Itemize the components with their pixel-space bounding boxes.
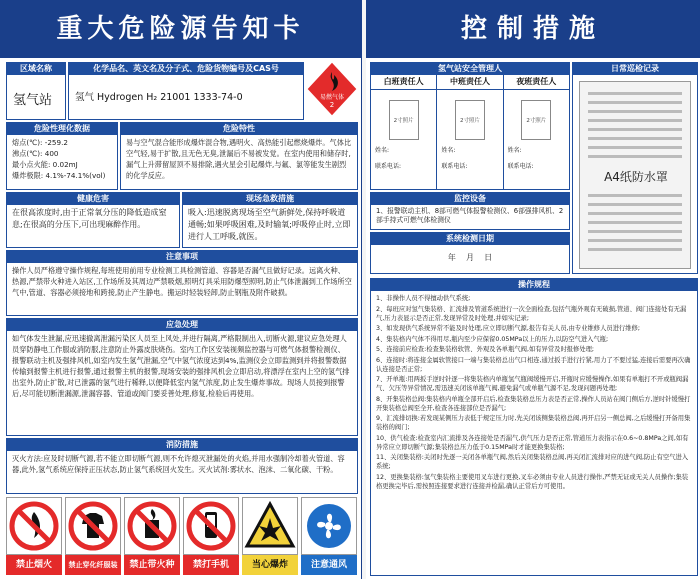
ops-item: 4、集装格内气体不得用尽,瓶内至少应保留0.05MPa以上的压力,以防空气进入气瓶; (376, 335, 609, 343)
shift-column (504, 75, 569, 189)
hazard-box (120, 122, 358, 190)
sign-no-igniter (124, 497, 180, 575)
ops-item: 1、非操作人员不得擅动供气系统; (376, 295, 471, 302)
area-label: 区域名称 (7, 63, 65, 75)
emergency-text: 如气体发生泄漏,应迅速撤离泄漏污染区人员至上风处,并进行隔离,严格限制出入,切断火源,建议应急处理人员穿防静电工作服或消防服,注意防止外露皮肤烧伤。室内工作区安装视频监控器与可燃气体报警检测仪、报警联动主机及强排风机,如室内发生氢气泄漏,空气中氢气浓度达到4%,监测仪会立即监测到并将报警数据传输到报警主机进行报警,通过报警主机的报警,现场安装的强排风机会立即启动,将漂浮在室内上空的氢气排出室外,防止扩散,对已泄露的氢气进行稀释,以便降低室内氢气浓度,防止发生爆炸事故。现场人员接到报警后,尽可能切断泄漏源,泄漏容器、管道或阀门要妥善处理,修复,检验后再使用。 (12, 334, 350, 398)
ops-list (371, 291, 697, 495)
emergency-title: 应急处理 (7, 319, 357, 331)
flame-icon (305, 58, 359, 120)
phys-line: 沸点(℃): 400 (12, 149, 59, 158)
control-measures-card (366, 0, 700, 579)
notice-box (6, 250, 358, 316)
phys-line: 爆炸极限: 4.1%-74.1%(vol) (12, 171, 106, 180)
ops-item: 7、开单瓶:用两扳手逆时针逐一将集装格内单瓶氢气瓶阀缓慢开启,开瓶时应缓慢操作,如果有单瓶打不开或瓶阀漏气、欠压等异常情况,需迅速关闭该单瓶气阀,避免漏气或单瓶气源不足,发现问题再处理; (376, 376, 689, 392)
phys-title: 危险性理化数据 (7, 123, 117, 135)
chem-info: 氢气 Hydrogen H₂ 21001 1333-74-0 (75, 92, 243, 103)
sign-ventilation (301, 497, 357, 575)
ops-item: 12、更换集装格:氢气集装格主要使用叉车进行更换,叉车必须由专业人员进行操作,严禁无证或无关人员操作;集装格更换完毕后,需按照连接要求进行连接并检漏,确认正常后方可使用。 (376, 473, 689, 490)
patrol-box (572, 62, 698, 274)
phone-label: 联系电话: (375, 163, 402, 170)
sign-label: 禁止穿化纤服装 (65, 555, 121, 575)
a4-cover (579, 81, 691, 269)
chem-box (68, 62, 304, 120)
sign-label: 禁打手机 (183, 555, 239, 575)
fire-title: 消防措施 (7, 439, 357, 451)
sign-label: 禁止烟火 (6, 555, 62, 575)
name-label: 姓名: (441, 147, 456, 154)
ops-item: 5、连接前应检查:检查集装格软管、外观及各单瓶气阀,如有异常及时报修处理; (376, 346, 595, 353)
safety-managers-box (370, 62, 570, 190)
monitor-box (370, 192, 570, 230)
shift-column (437, 75, 503, 189)
right-title: 控制措施 (366, 0, 700, 58)
shift-columns (371, 75, 569, 189)
photo-placeholder: 2寸照片 (389, 100, 419, 140)
name-label: 姓名: (375, 147, 390, 154)
monitor-title: 监控设备 (371, 193, 569, 205)
area-name: 氢气站 (13, 93, 53, 108)
ops-item: 3、如发现供气系统异常不能及时处理,应立即切断气源,报告有关人员,由专业维修人员进行维修; (376, 325, 641, 332)
photo-placeholder: 2寸照片 (455, 100, 485, 140)
chem-label: 化学品名、英文名及分子式、危险货物编号及CAS号 (69, 63, 303, 75)
no-phone-icon (184, 498, 238, 554)
phone-label: 联系电话: (441, 163, 468, 170)
diamond-text: 易燃气体 (319, 94, 344, 101)
sign-label: 注意通风 (301, 555, 357, 575)
left-title: 重大危险源告知卡 (0, 0, 361, 58)
monitor-text: 1、报警联动主机、8部可燃气体报警检测仪、6部强排风机、2部手持式可燃气体检测仪 (376, 207, 564, 224)
ops-title: 操作规程 (371, 279, 697, 291)
sign-explosion-warning (242, 497, 298, 575)
firstaid-text: 吸入:迅速脱离现场至空气新鲜处,保持呼吸道通畅;如果呼吸困难,及时输氧;呼吸停止时,立即进行人工呼吸,就医。 (188, 208, 351, 241)
ops-item: 2、每班应对氢气集装格、汇流排及管道系统进行一次全面检查,包括气瓶外观有无破损,管道、阀门连接处有无漏气,压力表显示是否正常,发现异常及时处理,并如实记录; (376, 305, 687, 322)
phys-line: 最小点火能: 0.02mJ (12, 160, 78, 169)
firstaid-title: 现场急救措施 (183, 193, 357, 205)
flammable-gas-diamond (305, 58, 359, 120)
shift-label: 中班责任人 (437, 75, 502, 90)
ops-item: 10、供气检查:检查室内汇流排及各连接处是否漏气,供气压力是否正常,管道压力表指示在0.6~0.8MPa之间,如有异常应立即切断气源;集装格总压力低于0.15MPa时才能更换集装格; (376, 434, 689, 451)
check-date: 年 月 日 (447, 253, 493, 262)
safety-title: 氢气站安全管理人 (371, 63, 569, 75)
sign-label: 当心爆炸 (242, 555, 298, 575)
photo-placeholder: 2寸照片 (521, 100, 551, 140)
diamond-num: 2 (329, 101, 335, 109)
phys-line: 熔点(℃): -259.2 (12, 138, 68, 147)
patrol-label: A4纸防水罩 (604, 170, 668, 184)
sign-no-phone (183, 497, 239, 575)
no-igniter-icon (125, 498, 179, 554)
sign-label: 禁止带火种 (124, 555, 180, 575)
no-synthetic-clothes-icon (66, 498, 120, 554)
hazard-title: 危险特性 (121, 123, 357, 135)
sign-no-fire (6, 497, 62, 575)
health-title: 健康危害 (7, 193, 179, 205)
phys-list (7, 135, 117, 183)
patrol-title: 日常巡检记录 (573, 63, 697, 75)
no-fire-icon (7, 498, 61, 554)
explosion-warning-icon (243, 498, 297, 554)
ops-item: 6、连接时:将连接金属软管接口一端与集装格总出气口相连,通过扳手进行拧紧,用力了不要过猛,连接后需要再次确认连接是否正常; (376, 356, 691, 373)
ops-box (370, 278, 698, 576)
emergency-box (6, 318, 358, 436)
health-box (6, 192, 180, 248)
ops-item: 9、汇流排切换:若发现某侧压力表低于规定压力时,先关闭该侧集装格总阀,再开启另一侧总阀,之后缓慢打开备用集装格的阀门; (376, 415, 691, 431)
shift-column (371, 75, 437, 189)
notice-text: 操作人员严格遵守操作规程,每班使用前用专业检测工具检测管道、容器是否漏气且做好记录。远离火种、热源,严禁带火种进入站区,工作场所及其周边严禁吸烟,照明灯具采用防爆型照明,防止气体泄漏到工作场所空气中,管道、容器必须接地和跨接,防止产生静电。搬运时轻装轻卸,防止钢瓶及附件破损。 (12, 266, 352, 297)
fire-text: 灭火方法:应及时切断气源,若不能立即切断气源,则不允许熄灭泄漏处的火焰,并用水强制冷却着火管道、容器,此外,氢气系统应保持正压状态,防止氢气系统回火发生。灭火试剂:雾状水、泡沫、二氧化碳、干粉。 (12, 454, 345, 474)
area-box (6, 62, 66, 120)
phys-box (6, 122, 118, 190)
firstaid-box (182, 192, 358, 248)
notice-title: 注意事项 (7, 251, 357, 263)
phone-label: 联系电话: (507, 163, 534, 170)
sign-no-synthetic-clothes (65, 497, 121, 575)
ventilation-icon (302, 498, 356, 554)
name-label: 姓名: (507, 147, 522, 154)
fire-box (6, 438, 358, 494)
hazard-text: 易与空气混合能形成爆炸混合物,遇明火、高热能引起燃烧爆炸。气体比空气轻,易于扩散,且无色无臭,泄漏后不易被发觉。在室内使用和储存时,漏气上升滞留屋顶不易排除,遇火星会引起爆炸,与氟、氯等能发生剧烈的化学反应。 (126, 138, 352, 180)
shift-label: 夜班责任人 (504, 75, 569, 90)
check-box (370, 232, 570, 274)
shift-label: 白班责任人 (371, 75, 436, 90)
ops-item: 11、关闭集装格:关闭时先逐一关闭各单瓶气阀,然后关闭集装格总阀,再关闭汇流排对应的进气阀,防止有空气进入系统; (376, 454, 689, 470)
check-title: 系统检测日期 (371, 233, 569, 245)
health-text: 在很高浓度时,由于正常氧分压的降低造成窒息;在很高的分压下,可出现麻醉作用。 (12, 208, 167, 229)
ops-item: 8、开集装格总阀:集装格内单瓶全部开启后,检查集装格总压力表是否正常,操作人员站在阀门侧后方,逆时针缓慢打开集装格总阀至全开,检查各连接部位是否漏气; (376, 395, 691, 412)
